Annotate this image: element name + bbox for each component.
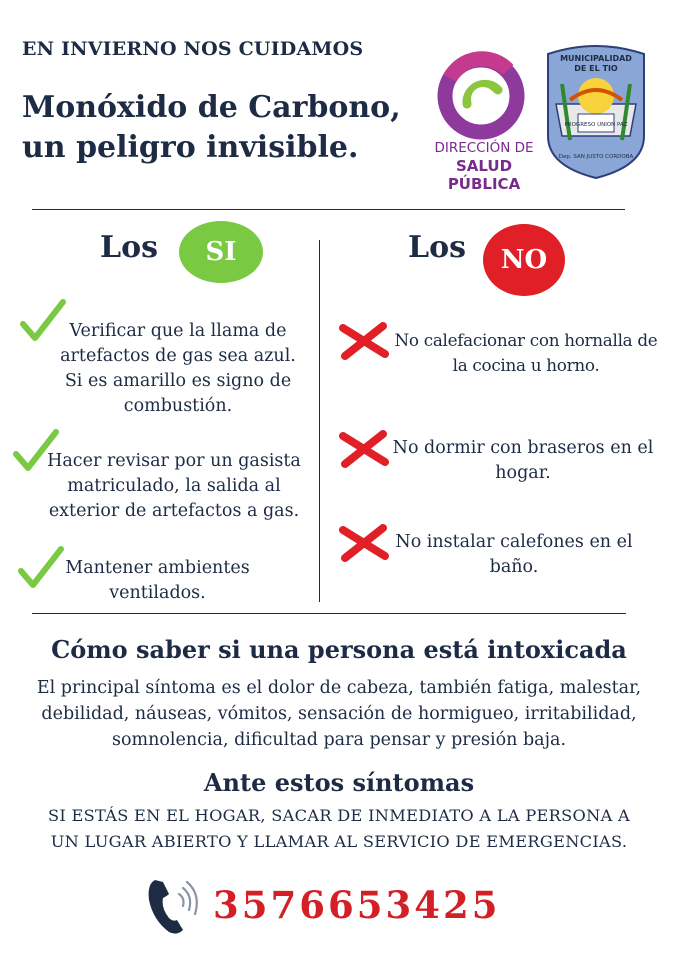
phone-icon — [143, 876, 201, 938]
si-badge: SI — [179, 221, 263, 283]
no-badge: NO — [483, 224, 565, 296]
svg-text:PROGRESO UNION PAZ: PROGRESO UNION PAZ — [564, 122, 628, 128]
svg-text:MUNICIPALIDAD: MUNICIPALIDAD — [560, 54, 632, 63]
column-divider — [319, 240, 320, 602]
top-divider — [32, 209, 625, 210]
page-title — [22, 88, 422, 168]
municipalidad-crest — [540, 44, 652, 180]
no-item-3: No instalar calefones en el baño. — [395, 532, 633, 577]
emergency-phone-number[interactable]: 3576653425 — [213, 883, 501, 927]
symptoms-paragraph: El principal síntoma es el dolor de cabeza, también fatiga, malestar, debilidad, náuseas, vómitos, sensación de hormigueo, irritabilidad, somnolencia, dificultad para pensar y presión baja. — [36, 678, 642, 750]
si-item-1: Verificar que la llama de artefactos de gas sea azul. Si es amarillo es signo de combustión. — [60, 321, 296, 416]
si-item-3: Mantener ambientes ventilados. — [65, 558, 250, 603]
salud-publica-line-1: DIRECCIÓN DE — [434, 140, 534, 156]
si-item-2: Hacer revisar por un gasista matriculado, la salida al exterior de artefactos a gas. — [47, 451, 301, 521]
si-heading: Los — [100, 230, 158, 265]
svg-text:DE EL TIO: DE EL TIO — [574, 64, 618, 73]
no-item-2: No dormir con braseros en el hogar. — [392, 438, 654, 483]
title-line-1: Monóxido de Carbono, — [22, 90, 401, 125]
intoxication-title: Cómo saber si una persona está intoxicada — [51, 635, 627, 664]
action-instructions: SI ESTÁS EN EL HOGAR, SACAR DE INMEDIATO A LA PERSONA A UN LUGAR ABIERTO Y LLAMAR AL SERVICIO DE EMERGENCIAS. — [47, 806, 631, 851]
no-item-1: No calefacionar con hornalla de la cocina u horno. — [394, 330, 658, 375]
cross-icon — [338, 524, 390, 562]
cross-icon — [338, 430, 390, 468]
action-title: Ante estos síntomas — [203, 768, 475, 797]
no-heading: Los — [408, 230, 466, 265]
svg-text:Dep. SAN JUSTO CORDOBA: Dep. SAN JUSTO CORDOBA — [558, 154, 634, 160]
salud-publica-line-2: SALUD PÚBLICA — [447, 157, 521, 193]
cross-icon — [338, 322, 390, 360]
bottom-divider — [32, 613, 626, 614]
title-line-2: un peligro invisible. — [22, 130, 359, 165]
campaign-kicker: EN INVIERNO NOS CUIDAMOS — [22, 38, 364, 60]
